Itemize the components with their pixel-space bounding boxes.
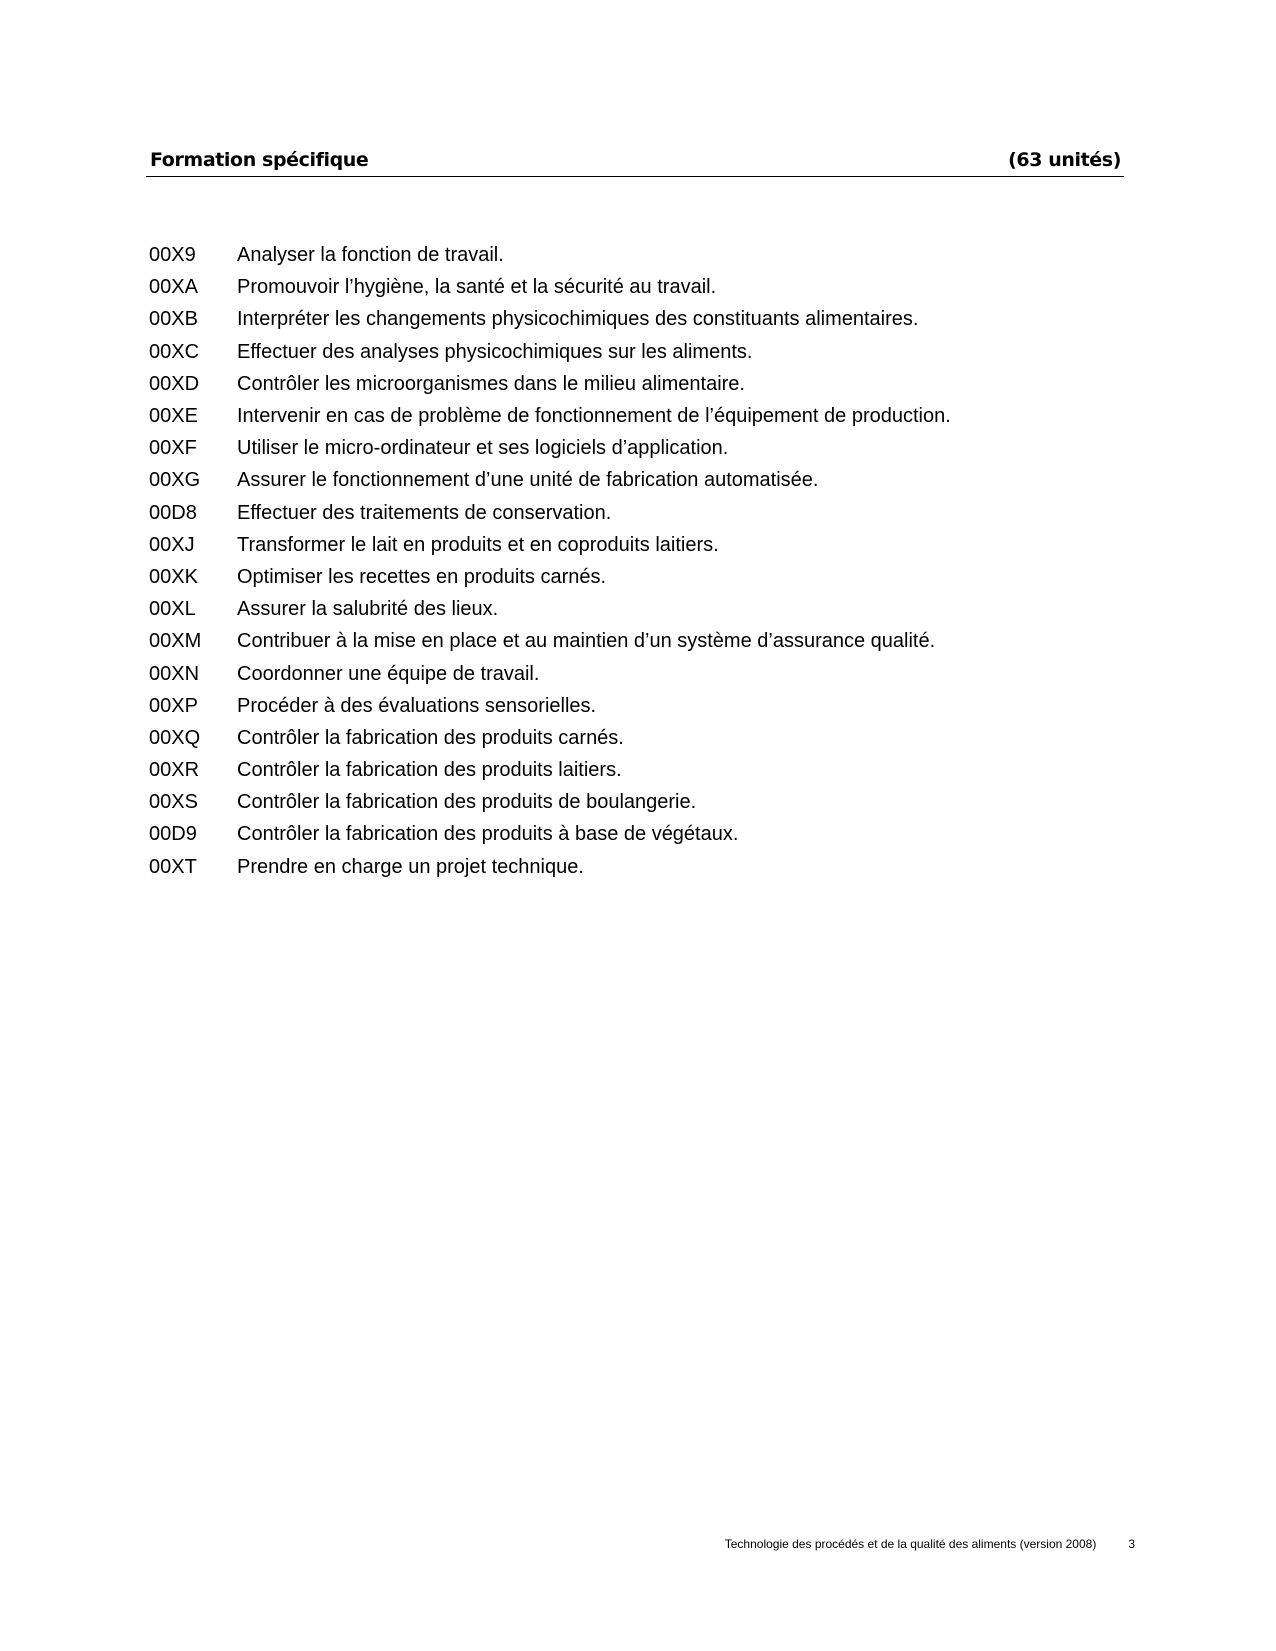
competency-row — [149, 851, 951, 883]
competency-row — [149, 754, 951, 786]
competency-description: Analyser la fonction de travail. — [237, 244, 504, 267]
competency-description: Prendre en charge un projet technique. — [237, 855, 584, 878]
competency-row — [149, 657, 951, 689]
competency-code: 00XT — [149, 855, 197, 878]
competency-code: 00XJ — [149, 533, 195, 556]
competency-row — [149, 786, 951, 818]
competency-description: Optimiser les recettes en produits carnés. — [237, 565, 607, 588]
competency-row — [149, 497, 951, 529]
competency-code: 00XD — [149, 372, 200, 395]
competency-description: Intervenir en cas de problème de fonctionnement de l’équipement de production. — [237, 405, 951, 428]
competency-description: Contribuer à la mise en place et au maintien d’un système d’assurance qualité. — [237, 630, 936, 653]
competency-row — [149, 625, 951, 657]
competency-row — [149, 464, 951, 496]
competency-code: 00XM — [149, 630, 202, 653]
competency-code: 00XK — [149, 565, 198, 588]
competency-row — [149, 593, 951, 625]
competency-code: 00XG — [149, 469, 201, 492]
competency-code: 00X9 — [149, 244, 196, 267]
page-footer — [640, 1537, 1135, 1551]
section-units: (63 unités) — [1008, 149, 1121, 171]
competency-description: Contrôler la fabrication des produits carnés. — [237, 726, 624, 749]
competency-description: Coordonner une équipe de travail. — [237, 662, 540, 685]
competency-description: Utiliser le micro-ordinateur et ses logiciels d’application. — [237, 437, 729, 460]
section-title: Formation spécifique — [150, 149, 369, 171]
competency-row — [149, 818, 951, 850]
competency-description: Procéder à des évaluations sensorielles. — [237, 694, 597, 717]
competency-code: 00XB — [149, 308, 198, 331]
competency-row — [149, 690, 951, 722]
competency-code: 00D8 — [149, 501, 197, 524]
competency-code: 00XR — [149, 759, 200, 782]
competency-code: 00XL — [149, 598, 196, 621]
competency-code: 00XA — [149, 276, 198, 299]
competency-row — [149, 722, 951, 754]
competency-row — [149, 303, 951, 335]
competency-description: Promouvoir l’hygiène, la santé et la sécurité au travail. — [237, 276, 717, 299]
page-number: 3 — [1128, 1537, 1135, 1551]
competency-code: 00XS — [149, 791, 198, 814]
competency-description: Contrôler les microorganismes dans le milieu alimentaire. — [237, 372, 745, 395]
competency-description: Interpréter les changements physicochimiques des constituants alimentaires. — [237, 308, 919, 331]
competency-code: 00XF — [149, 437, 197, 460]
competency-description: Contrôler la fabrication des produits à base de végétaux. — [237, 823, 739, 846]
competency-description: Transformer le lait en produits et en coproduits laitiers. — [237, 533, 719, 556]
competency-code: 00XE — [149, 405, 198, 428]
competency-code: 00D9 — [149, 823, 197, 846]
competency-row — [149, 432, 951, 464]
competency-row — [149, 368, 951, 400]
competency-row — [149, 529, 951, 561]
competency-row — [149, 271, 951, 303]
competency-code: 00XN — [149, 662, 200, 685]
competency-description: Contrôler la fabrication des produits laitiers. — [237, 759, 622, 782]
section-header — [146, 146, 1124, 177]
competency-row — [149, 561, 951, 593]
competency-row — [149, 239, 951, 271]
competency-code: 00XP — [149, 694, 198, 717]
competency-list — [149, 239, 951, 883]
competency-row — [149, 336, 951, 368]
competency-description: Assurer le fonctionnement d’une unité de fabrication automatisée. — [237, 469, 819, 492]
footer-document-title: Technologie des procédés et de la qualité des aliments (version 2008) — [724, 1537, 1097, 1551]
competency-description: Effectuer des traitements de conservation. — [237, 501, 612, 524]
competency-description: Assurer la salubrité des lieux. — [237, 598, 499, 621]
competency-code: 00XC — [149, 340, 200, 363]
competency-description: Effectuer des analyses physicochimiques sur les aliments. — [237, 340, 753, 363]
competency-description: Contrôler la fabrication des produits de boulangerie. — [237, 791, 697, 814]
competency-row — [149, 400, 951, 432]
competency-code: 00XQ — [149, 726, 201, 749]
